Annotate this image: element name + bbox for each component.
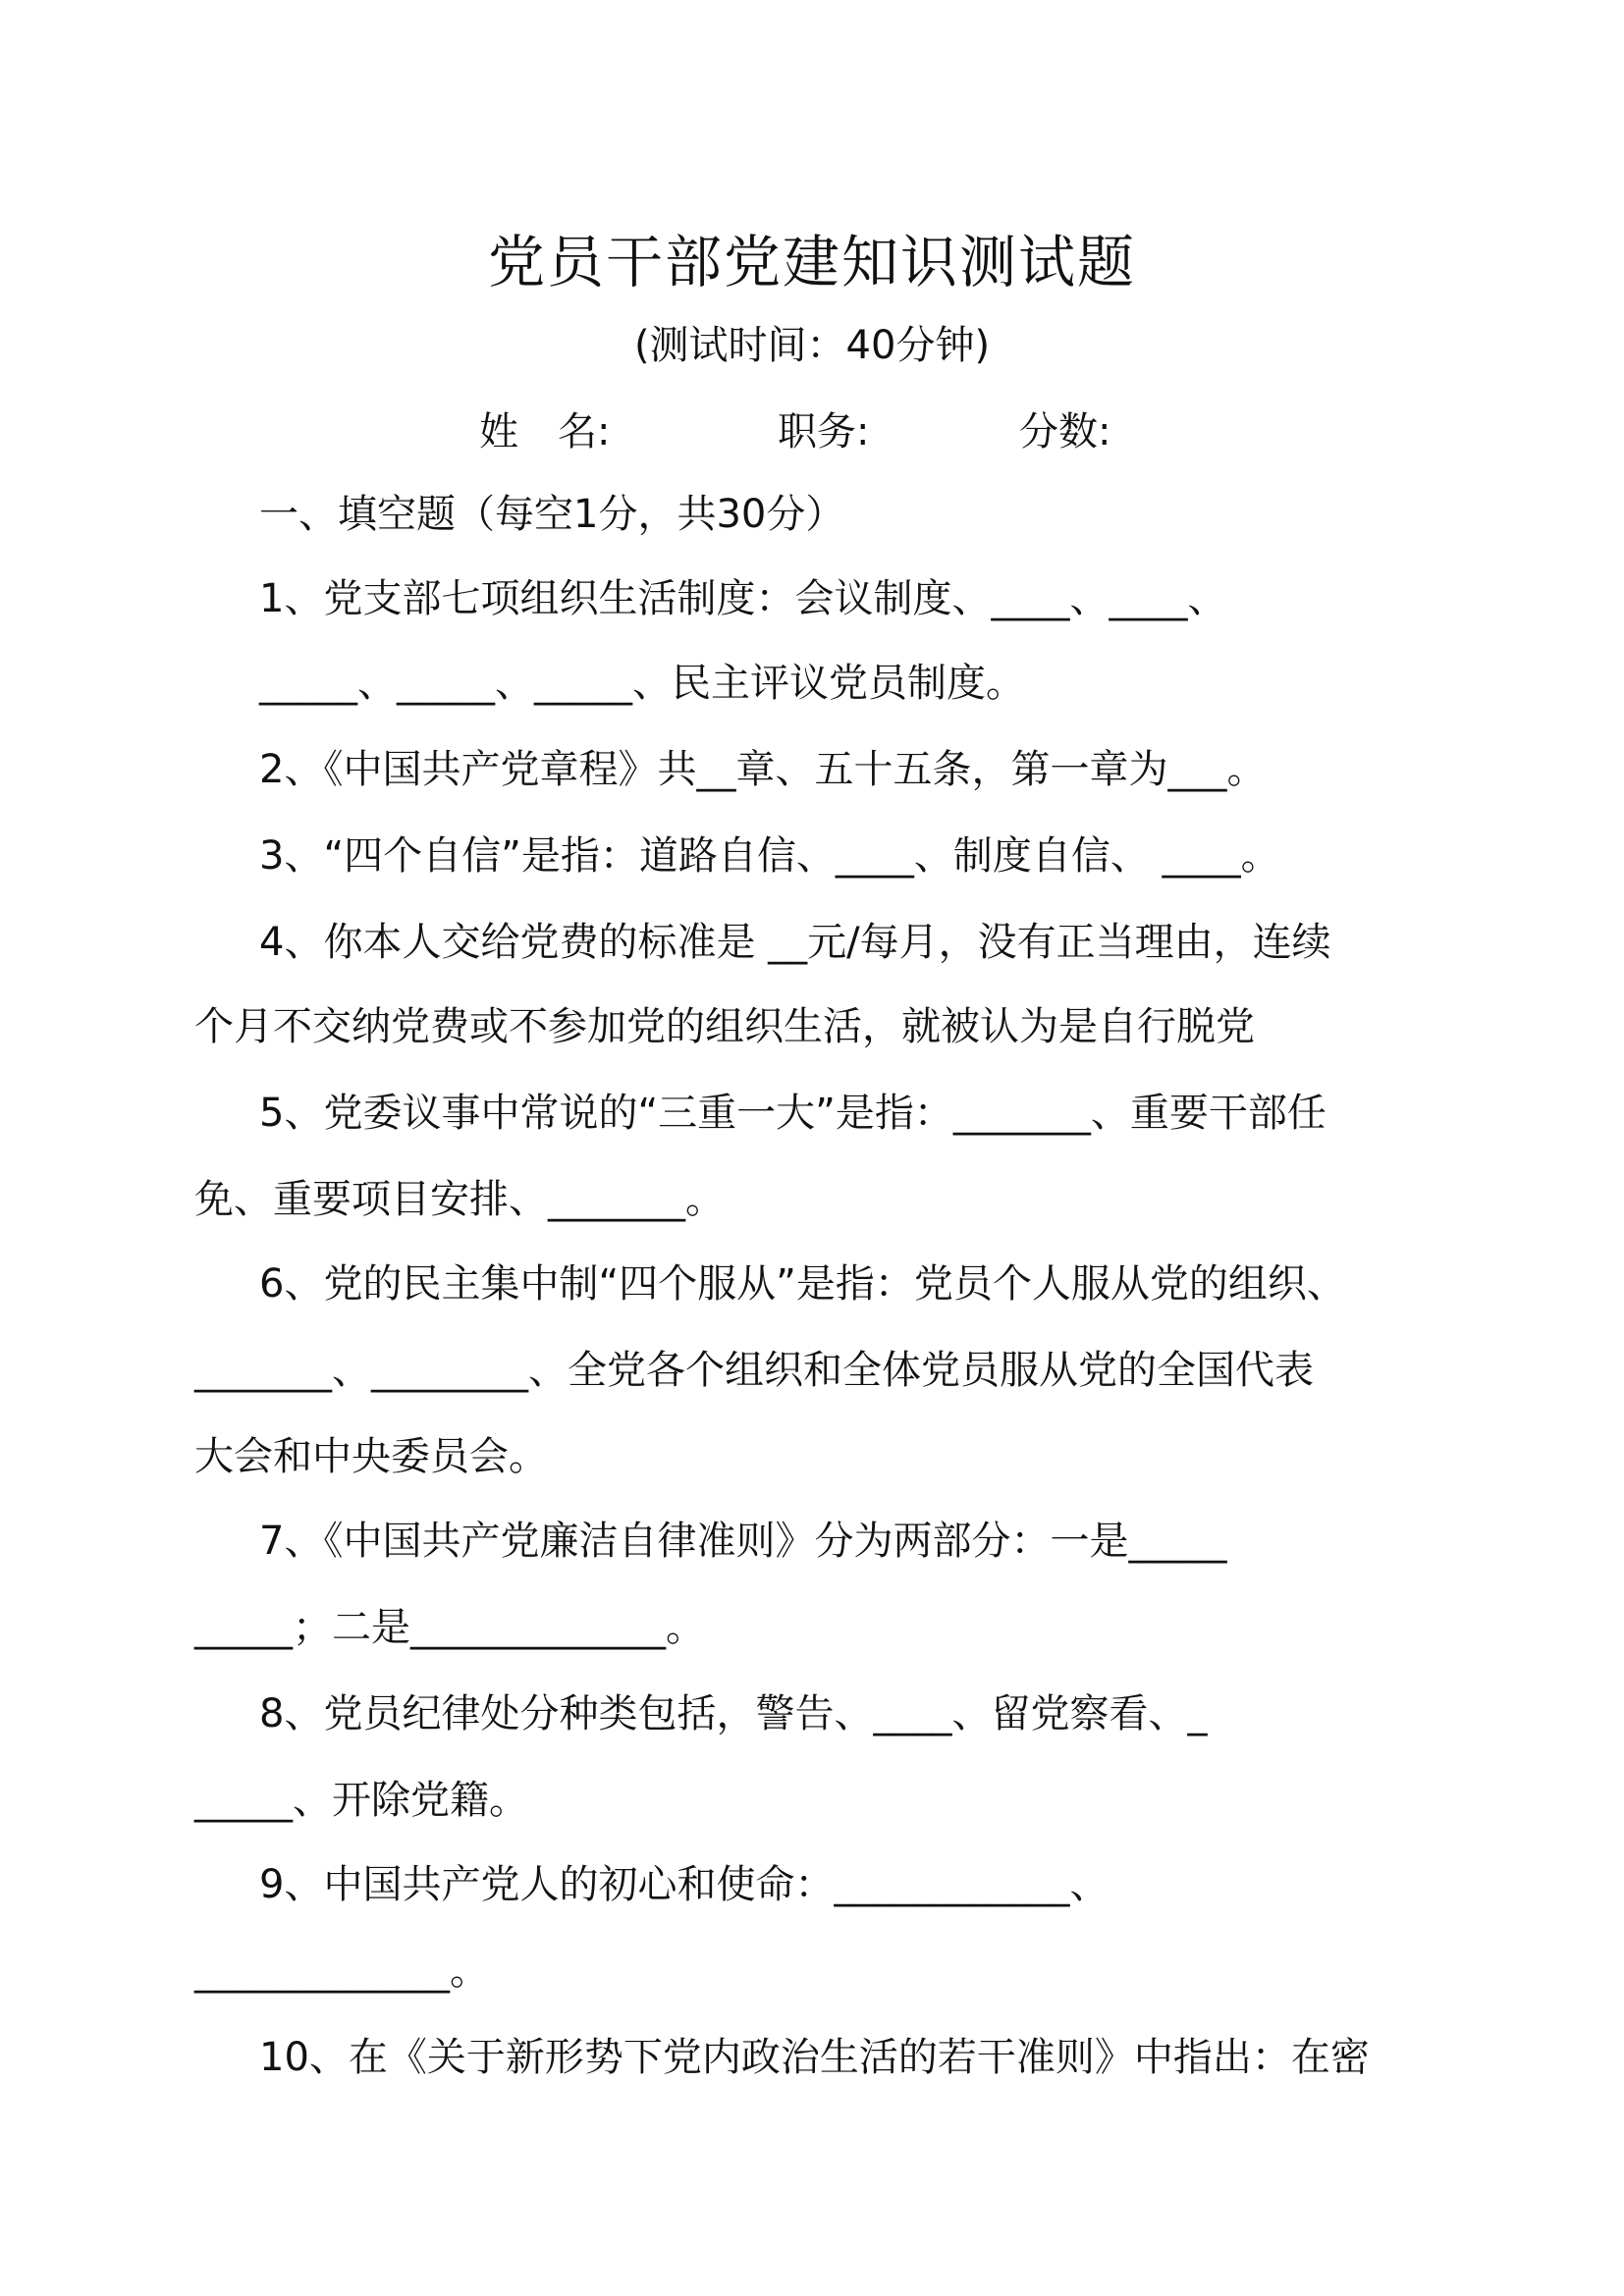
score-field-label: 分数:	[1019, 409, 1111, 454]
question-7-line-2: _____；二是_____________。	[194, 1605, 705, 1650]
question-4-line-1: 4、你本人交给党费的标准是 __元/每月，没有正当理由，连续	[259, 920, 1331, 965]
info-row	[0, 406, 1624, 457]
question-8-line-1: 8、党员纪律处分种类包括，警告、____、留党察看、_	[259, 1691, 1208, 1736]
question-9-line-2: _____________。	[194, 1949, 489, 1994]
question-3-line-1: 3、“四个自信”是指：道路自信、____、制度自信、 ____。	[259, 833, 1280, 879]
question-4-line-2: 个月不交纳党费或不参加党的组织生活，就被认为是自行脱党	[194, 1004, 1255, 1049]
question-5-line-2: 免、重要项目安排、_______。	[194, 1177, 725, 1222]
question-7-line-1: 7、《中国共产党廉洁自律准则》分为两部分：一是_____	[259, 1519, 1227, 1564]
question-1-line-1: 1、党支部七项组织生活制度：会议制度、____、____、	[259, 576, 1227, 621]
question-9-line-1: 9、中国共产党人的初心和使命：____________、	[259, 1862, 1110, 1907]
question-1-line-2: _____、_____、_____、民主评议党员制度。	[259, 661, 1025, 706]
position-field-label: 职务:	[778, 409, 870, 454]
document-subtitle: (测试时间：40分钟)	[633, 323, 991, 368]
question-6-line-2: _______、________、全党各个组织和全体党员服从党的全国代表	[194, 1348, 1314, 1393]
question-6-line-1: 6、党的民主集中制“四个服从”是指：党员个人服从党的组织、	[259, 1261, 1346, 1307]
question-2-line-1: 2、《中国共产党章程》共__章、五十五条，第一章为___。	[259, 747, 1267, 792]
name-field-label: 姓 名:	[479, 409, 611, 454]
question-10-line-1: 10、在《关于新形势下党内政治生活的若干准则》中指出：在密	[259, 2035, 1370, 2080]
question-5-line-1: 5、党委议事中常说的“三重一大”是指：_______、重要干部任	[259, 1091, 1326, 1136]
section-heading: 一、填空题（每空1分，共30分）	[259, 492, 845, 537]
document-title: 党员干部党建知识测试题	[487, 229, 1136, 295]
question-6-line-3: 大会和中央委员会。	[194, 1434, 548, 1479]
question-8-line-2: _____、开除党籍。	[194, 1778, 528, 1823]
